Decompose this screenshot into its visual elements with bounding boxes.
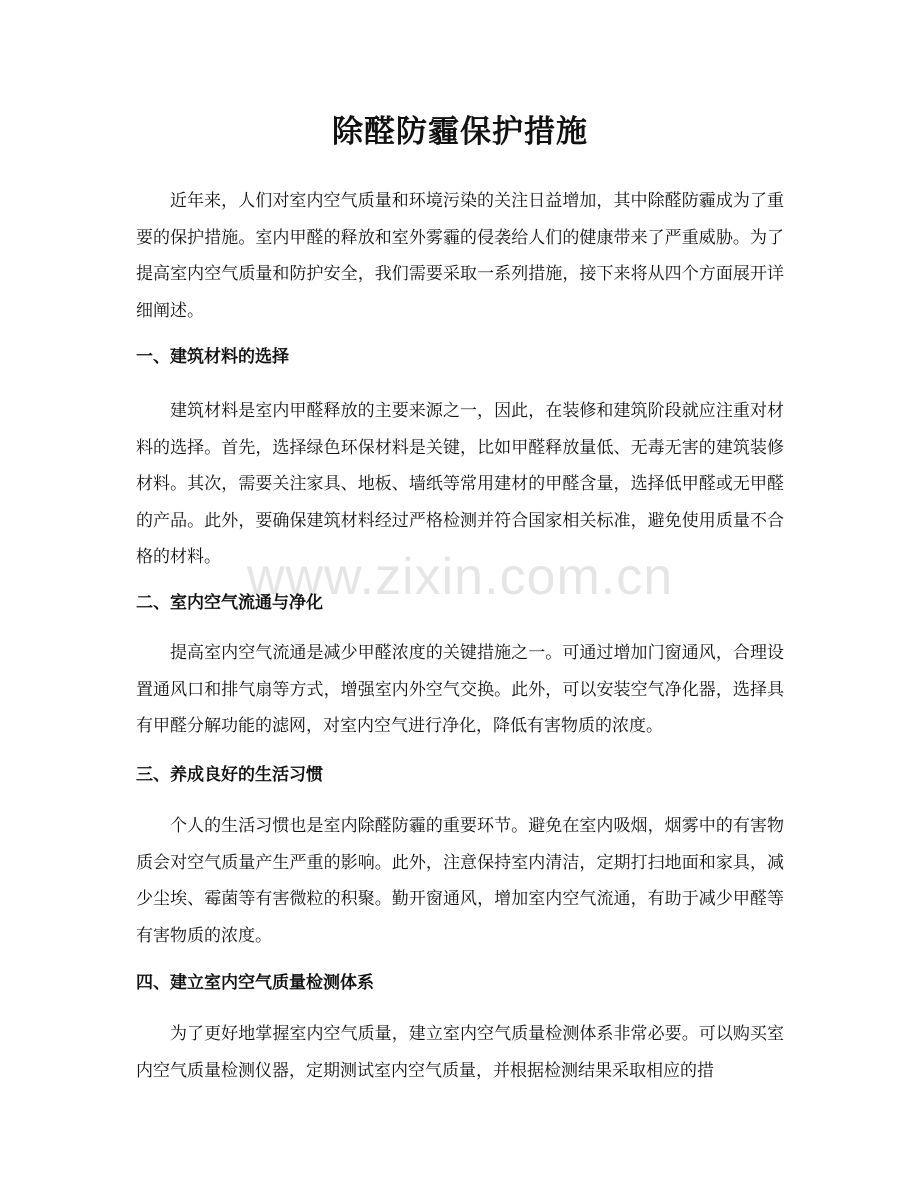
section-body-2: 提高室内空气流通是减少甲醛浓度的关键措施之一。可通过增加门窗通风，合理设置通风口和排气扇等方式，增强室内外空气交换。此外，可以安装空气净化器，选择具有甲醛分解功能的滤网，对室内空气进行净化，降低有害物质的浓度。 (136, 643, 784, 736)
intro-paragraph: 近年来，人们对室内空气质量和环境污染的关注日益增加，其中除醛防霾成为了重要的保护措施。室内甲醛的释放和室外雾霾的侵袭给人们的健康带来了严重威胁。为了提高室内空气质量和防护安全，我们需要采取一系列措施，接下来将从四个方面展开详细阐述。 (136, 191, 784, 321)
section-body-3: 个人的生活习惯也是室内除醛防霾的重要环节。避免在室内吸烟，烟雾中的有害物质会对空气质量产生严重的影响。此外，注意保持室内清洁，定期打扫地面和家具，减少尘埃、霉菌等有害微粒的积聚。勤开窗通风，增加室内空气流通，有助于减少甲醛等有害物质的浓度。 (136, 816, 784, 946)
section-body-4: 为了更好地掌握室内空气质量，建立室内空气质量检测体系非常必要。可以购买室内空气质量检测仪器，定期测试室内空气质量，并根据检测结果采取相应的措 (136, 1024, 784, 1081)
section-heading-1: 一、建筑材料的选择 (136, 347, 289, 367)
watermark: www.zixin.com.cn (246, 548, 674, 606)
section-heading-4: 四、建立室内空气质量检测体系 (136, 973, 374, 993)
section-body-1: 建筑材料是室内甲醛释放的主要来源之一，因此，在装修和建筑阶段就应注重对材料的选择。首先，选择绿色环保材料是关键，比如甲醛释放量低、无毒无害的建筑装修材料。其次，需要关注家具、地板、墙纸等常用建材的甲醛含量，选择低甲醛或无甲醛的产品。此外，要确保建筑材料经过严格检测并符合国家相关标准，避免使用质量不合格的材料。 (136, 401, 784, 567)
section-heading-3: 三、养成良好的生活习惯 (136, 765, 323, 785)
document-title: 除醛防霾保护措施 (332, 114, 588, 150)
section-heading-2: 二、室内空气流通与净化 (136, 593, 323, 613)
